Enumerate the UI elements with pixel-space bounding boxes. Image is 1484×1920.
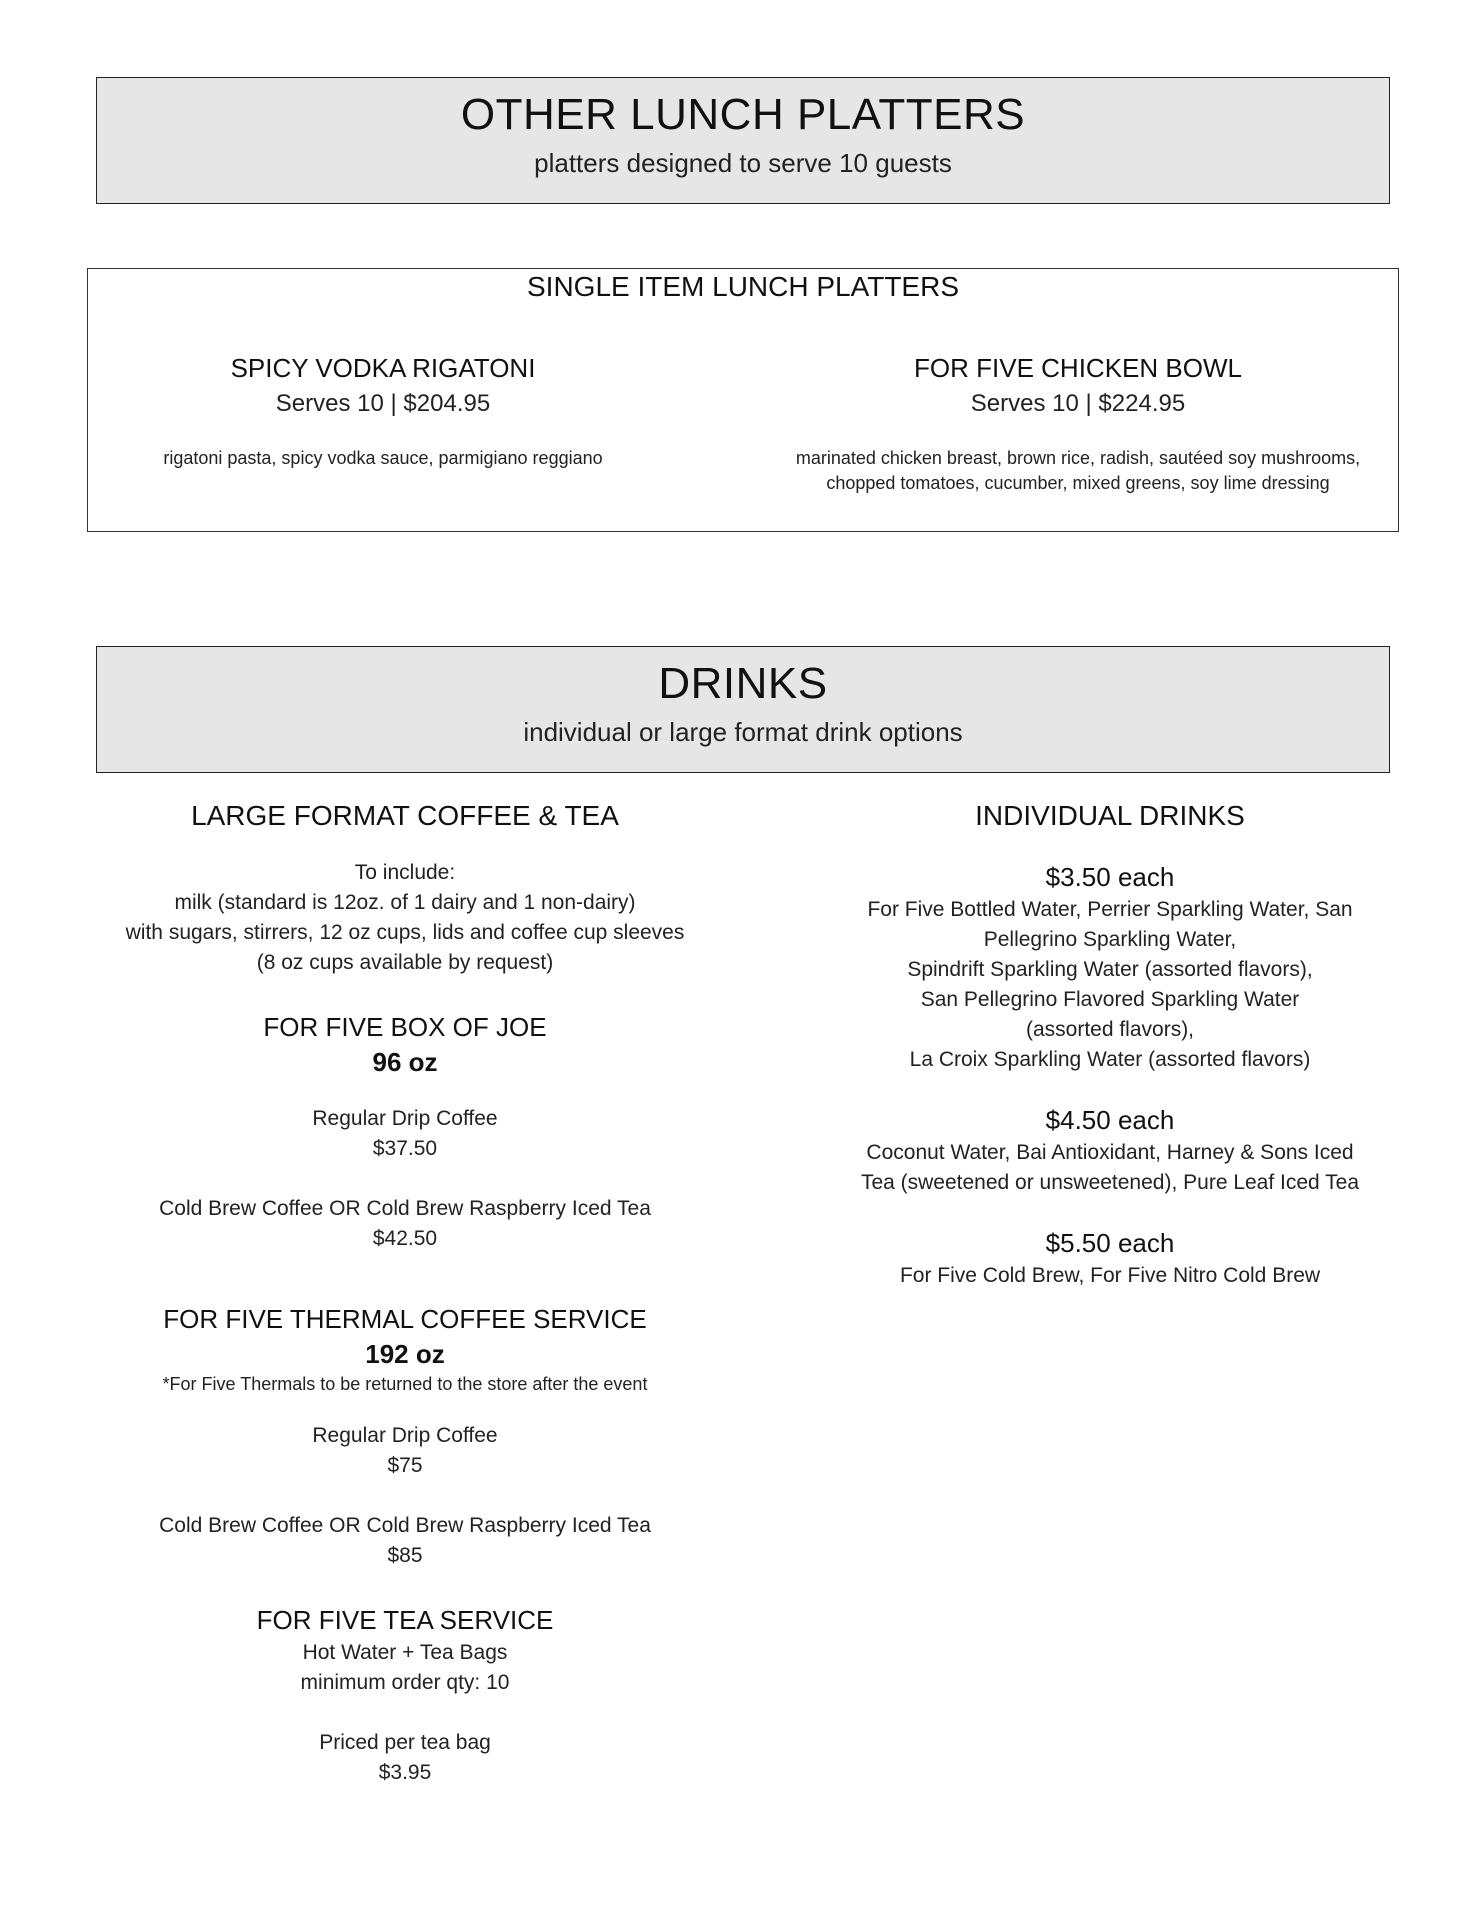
thermal-return-note: *For Five Thermals to be returned to the store after the event [162, 1374, 648, 1394]
drink-list-line: Coconut Water, Bai Antioxidant, Harney & Sons Iced [866, 1141, 1354, 1164]
price-tier-label: $4.50 each [1045, 1105, 1175, 1135]
drink-option-name: Cold Brew Coffee OR Cold Brew Raspberry Iced Tea [159, 1197, 651, 1220]
tea-service-line: minimum order qty: 10 [300, 1671, 510, 1694]
drink-list-line: San Pellegrino Flavored Sparkling Water [920, 988, 1300, 1011]
drinks-subtitle: individual or large format drink options [523, 717, 963, 747]
tea-price-label: Priced per tea bag [319, 1731, 491, 1754]
thermal-service-size: 192 oz [365, 1339, 445, 1369]
large-format-section [90, 800, 720, 1788]
box-of-joe-title: FOR FIVE BOX OF JOE [263, 1012, 547, 1042]
drink-list-line: Tea (sweetened or unsweetened), Pure Leaf Iced Tea [860, 1171, 1360, 1194]
platter-item-chicken-bowl [768, 353, 1388, 494]
include-line: with sugars, stirrers, 12 oz cups, lids and coffee cup sleeves [125, 921, 685, 944]
drink-option-name: Regular Drip Coffee [312, 1424, 498, 1447]
drink-option-name: Regular Drip Coffee [312, 1107, 498, 1130]
individual-drinks-heading: INDIVIDUAL DRINKS [975, 800, 1245, 831]
price-tier-label: $5.50 each [1045, 1228, 1175, 1258]
drink-option-price: $37.50 [372, 1137, 438, 1160]
drinks-title: DRINKS [658, 659, 828, 708]
drink-list-line: For Five Bottled Water, Perrier Sparkling Water, San [867, 898, 1353, 921]
tea-price: $3.95 [378, 1761, 432, 1784]
single-item-platters-box [87, 268, 1399, 532]
large-format-heading: LARGE FORMAT COFFEE & TEA [191, 800, 619, 831]
lunch-platters-title: OTHER LUNCH PLATTERS [460, 90, 1026, 139]
drink-list-line: Spindrift Sparkling Water (assorted flavors), [907, 958, 1313, 981]
tea-service-line: Hot Water + Tea Bags [302, 1641, 508, 1664]
include-line: (8 oz cups available by request) [256, 951, 554, 974]
platter-name: FOR FIVE CHICKEN BOWL [914, 353, 1242, 383]
drinks-banner [96, 646, 1390, 773]
platter-item-rigatoni [128, 353, 638, 469]
box-of-joe-size: 96 oz [372, 1047, 438, 1077]
drink-list-line: La Croix Sparkling Water (assorted flavors) [909, 1048, 1311, 1071]
drink-option-price: $75 [387, 1454, 423, 1477]
drink-option-price: $42.50 [372, 1227, 438, 1250]
drink-option-price: $85 [387, 1544, 423, 1567]
platter-description: chopped tomatoes, cucumber, mixed greens, soy lime dressing [826, 473, 1330, 493]
drink-list-line: (assorted flavors), [1025, 1018, 1195, 1041]
platter-description: marinated chicken breast, brown rice, radish, sautéed soy mushrooms, [795, 448, 1361, 468]
platter-serves-price: Serves 10 | $204.95 [275, 390, 491, 417]
include-line: To include: [354, 861, 456, 884]
drink-list-line: For Five Cold Brew, For Five Nitro Cold Brew [899, 1264, 1321, 1287]
include-line: milk (standard is 12oz. of 1 dairy and 1 non-dairy) [174, 891, 636, 914]
thermal-service-title: FOR FIVE THERMAL COFFEE SERVICE [163, 1304, 647, 1334]
lunch-platters-banner [96, 77, 1390, 204]
platter-serves-price: Serves 10 | $224.95 [970, 390, 1186, 417]
drink-option-name: Cold Brew Coffee OR Cold Brew Raspberry Iced Tea [159, 1514, 651, 1537]
drink-list-line: Pellegrino Sparkling Water, [983, 928, 1237, 951]
single-item-heading: SINGLE ITEM LUNCH PLATTERS [526, 271, 959, 302]
platter-name: SPICY VODKA RIGATONI [230, 353, 536, 383]
price-tier-label: $3.50 each [1045, 862, 1175, 892]
platter-description: rigatoni pasta, spicy vodka sauce, parmigiano reggiano [163, 448, 603, 468]
individual-drinks-section [830, 800, 1390, 1291]
lunch-platters-subtitle: platters designed to serve 10 guests [534, 148, 952, 178]
tea-service-title: FOR FIVE TEA SERVICE [256, 1605, 554, 1635]
